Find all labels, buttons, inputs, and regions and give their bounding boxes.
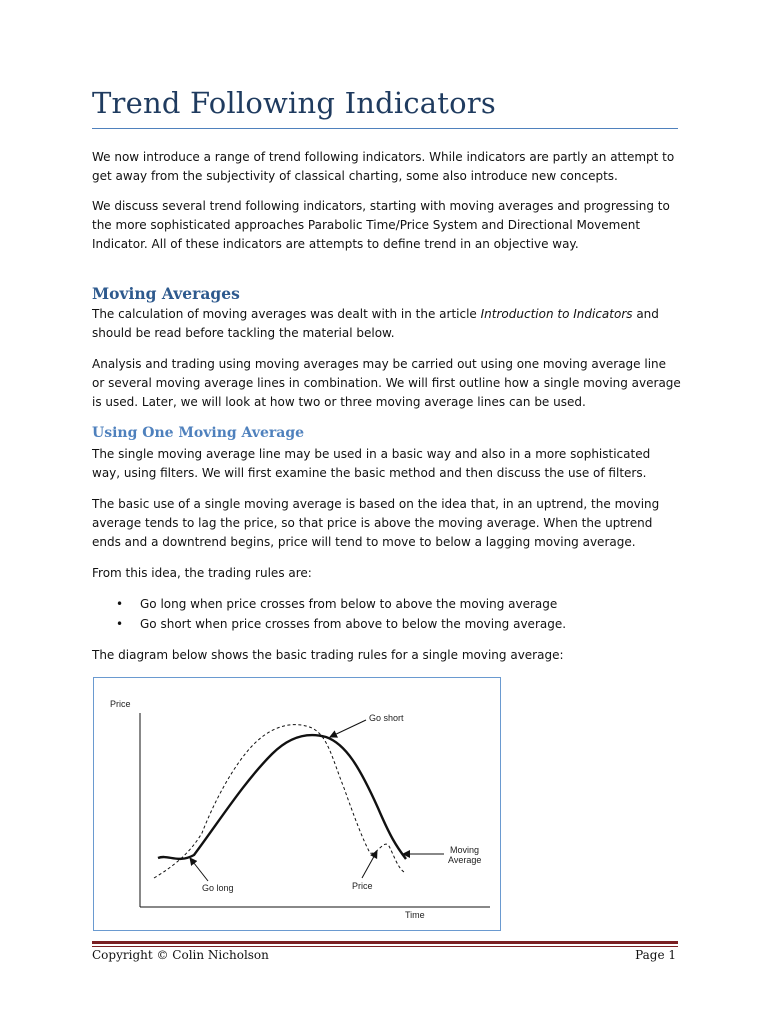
ma-p1-text-a: The calculation of moving averages was dealt with in the article <box>92 307 481 321</box>
x-axis-label: Time <box>405 910 425 920</box>
footer-divider-thin <box>92 946 678 947</box>
moving-averages-paragraph-1 <box>92 305 682 343</box>
footer-divider-thick <box>92 941 678 944</box>
moving-average-diagram <box>93 677 501 931</box>
intro-paragraph-1: We now introduce a range of trend following indicators. While indicators are partly an attempt to get away from the subjectivity of classical charting, some also introduce new concepts. <box>92 150 675 183</box>
go-long-arrow <box>190 858 208 881</box>
moving-averages-paragraph-2: Analysis and trading using moving averages may be carried out using one moving average line or several moving average lines in combination. We will first outline how a single moving average is used. Later, we will look at how two or three moving average lines can be used. <box>92 357 681 409</box>
one-ma-paragraph-1: The single moving average line may be used in a basic way and also in a more sophisticated way, using filters. We will first examine the basic method and then discuss the use of filters. <box>92 447 651 480</box>
moving-average-label-line1: Moving <box>450 845 480 855</box>
ma-p1-article-title: Introduction to Indicators <box>480 307 633 321</box>
moving-average-line <box>158 735 406 859</box>
list-item <box>92 594 682 614</box>
bullet-icon: • <box>116 597 124 611</box>
intro-paragraph-2: We discuss several trend following indicators, starting with moving averages and progressing to the more sophisticated approaches Parabolic Time/Price System and Directional Movement Indicator. All of these indicators are attempts to define trend in an objective way. <box>92 199 670 251</box>
price-label: Price <box>352 881 373 891</box>
one-ma-paragraph-3: From this idea, the trading rules are: <box>92 566 312 580</box>
bullet-icon: • <box>116 617 124 631</box>
go-long-label: Go long <box>202 883 234 893</box>
go-short-label: Go short <box>369 713 404 723</box>
heading-moving-averages: Moving Averages <box>92 284 240 303</box>
moving-average-label-line2: Average <box>448 855 482 865</box>
page-title: Trend Following Indicators <box>92 86 496 120</box>
go-short-arrow <box>330 720 366 737</box>
y-axis-label: Price <box>110 699 131 709</box>
one-ma-paragraph-2: The basic use of a single moving average is based on the idea that, in an uptrend, the moving average tends to lag the price, so that price is above the moving average. When the uptrend ends and a downtrend begins, price will tend to move to below a lagging moving average. <box>92 497 660 549</box>
list-item-text: Go short when price crosses from above to below the moving average. <box>140 617 567 631</box>
footer-copyright: Copyright © Colin Nicholson <box>92 948 269 962</box>
heading-using-one-moving-average: Using One Moving Average <box>92 425 305 441</box>
one-ma-paragraph-4: The diagram below shows the basic trading rules for a single moving average: <box>92 648 564 662</box>
diagram-svg <box>94 678 500 930</box>
list-item-text: Go long when price crosses from below to above the moving average <box>140 597 558 611</box>
list-item <box>92 614 682 634</box>
footer-page-number: Page 1 <box>635 948 676 962</box>
price-arrow <box>362 851 377 878</box>
ma-p1-text-b: and should be read before tackling the material below. <box>92 307 659 340</box>
title-underline <box>92 128 678 129</box>
trading-rules-list <box>92 594 682 634</box>
